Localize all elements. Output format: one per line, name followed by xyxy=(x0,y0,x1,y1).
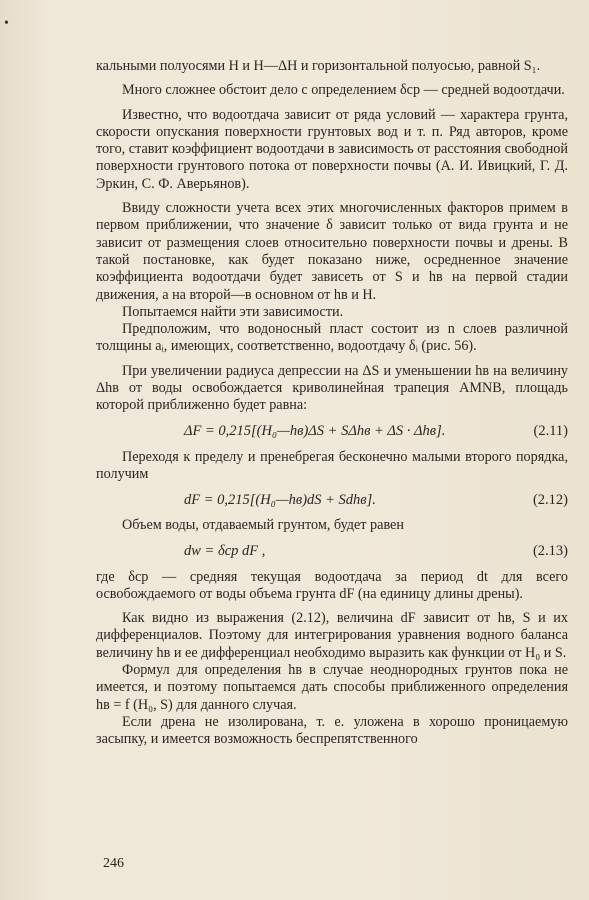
equation-formula: dF = 0,215[(H₀—hв)dS + Sdhв]. xyxy=(184,491,376,508)
equation-formula: dw = δср dF , xyxy=(184,542,266,559)
paragraph-11: Как видно из выражения (2.12), величина dF зависит от hв, S и их дифференциалов. Поэтому для интегрирования уравнения водного баланса величину hв и ее дифференциал необходимо выразить как функции от H₀ и S. xyxy=(96,610,568,661)
paragraph-2: Много сложнее обстоит дело с определением δср — средней водоотдачи. xyxy=(122,82,565,99)
equation-2-13 xyxy=(96,535,568,569)
paragraph-6: Предположим, что водоносный пласт состоит из n слоев различной толщины aᵢ, имеющих, соответственно, водоотдачу δᵢ (рис. 56). xyxy=(96,321,568,355)
paragraph-10: где δср — средняя текущая водоотдача за период dt для всего освобождаемого от воды объема грунта dF (на единицу длины дрены). xyxy=(96,568,568,602)
paragraph-12: Формул для определения hв в случае неоднородных грунтов пока не имеется, и поэтому попытаемся дать способы приближенного определения hв = f (H₀, S) для данного случая. xyxy=(96,662,568,713)
paragraph-13: Если дрена не изолирована, т. е. уложена в хорошо проницаемую засыпку, и имеется возможность беспрепятственного xyxy=(96,713,568,748)
paragraph-8: Переходя к пределу и пренебрегая бесконечно малыми второго порядка, получим xyxy=(96,448,568,482)
equation-number: (2.13) xyxy=(532,542,568,559)
equation-number: (2.12) xyxy=(532,491,568,508)
equation-formula: ΔF = 0,215[(H₀—hв)ΔS + SΔhв + ΔS · Δhв]. xyxy=(184,422,446,439)
paragraph-1: кальными полуосями H и H—ΔH и горизонтальной полуосью, равной S₁. xyxy=(96,58,541,74)
paragraph-4: Ввиду сложности учета всех этих многочисленных факторов примем в первом приближении, что значение δ зависит только от вида грунта и не зависит от размещения слоев относительно поверхности почвы и дрены. В такой постановке, как будет показано ниже, осредненное значение коэффициента водоотдачи будет зависеть от S и hв на первой стадии движения, а на второй—в основном от hв и H. xyxy=(96,200,568,303)
paragraph-3: Известно, что водоотдача зависит от ряда условий — характера грунта, скорости опускания поверхности грунтовых вод и т. п. Ряд авторов, кроме того, ставит коэффициент водоотдачи в зависимость от расстояния свободной поверхности грунтового потока от поверхности почвы (А. И. Ивицкий, Г. Д. Эркин, С. Ф. Аверьянов). xyxy=(96,106,568,192)
page-number: 246 xyxy=(103,856,124,871)
text-body xyxy=(96,58,568,749)
paragraph-7: При увеличении радиуса депрессии на ΔS и уменьшении hв на величину Δhв от воды освобождается криволинейная трапеция AMNB, площадь которой приближенно будет равна: xyxy=(96,362,568,414)
paragraph-5: Попытаемся найти эти зависимости. xyxy=(122,303,344,320)
paragraph-9: Объем воды, отдаваемый грунтом, будет равен xyxy=(122,517,404,534)
equation-number: (2.11) xyxy=(533,422,568,439)
equation-2-11 xyxy=(96,415,568,449)
corner-mark: • xyxy=(4,16,9,31)
equation-2-12 xyxy=(96,483,568,517)
